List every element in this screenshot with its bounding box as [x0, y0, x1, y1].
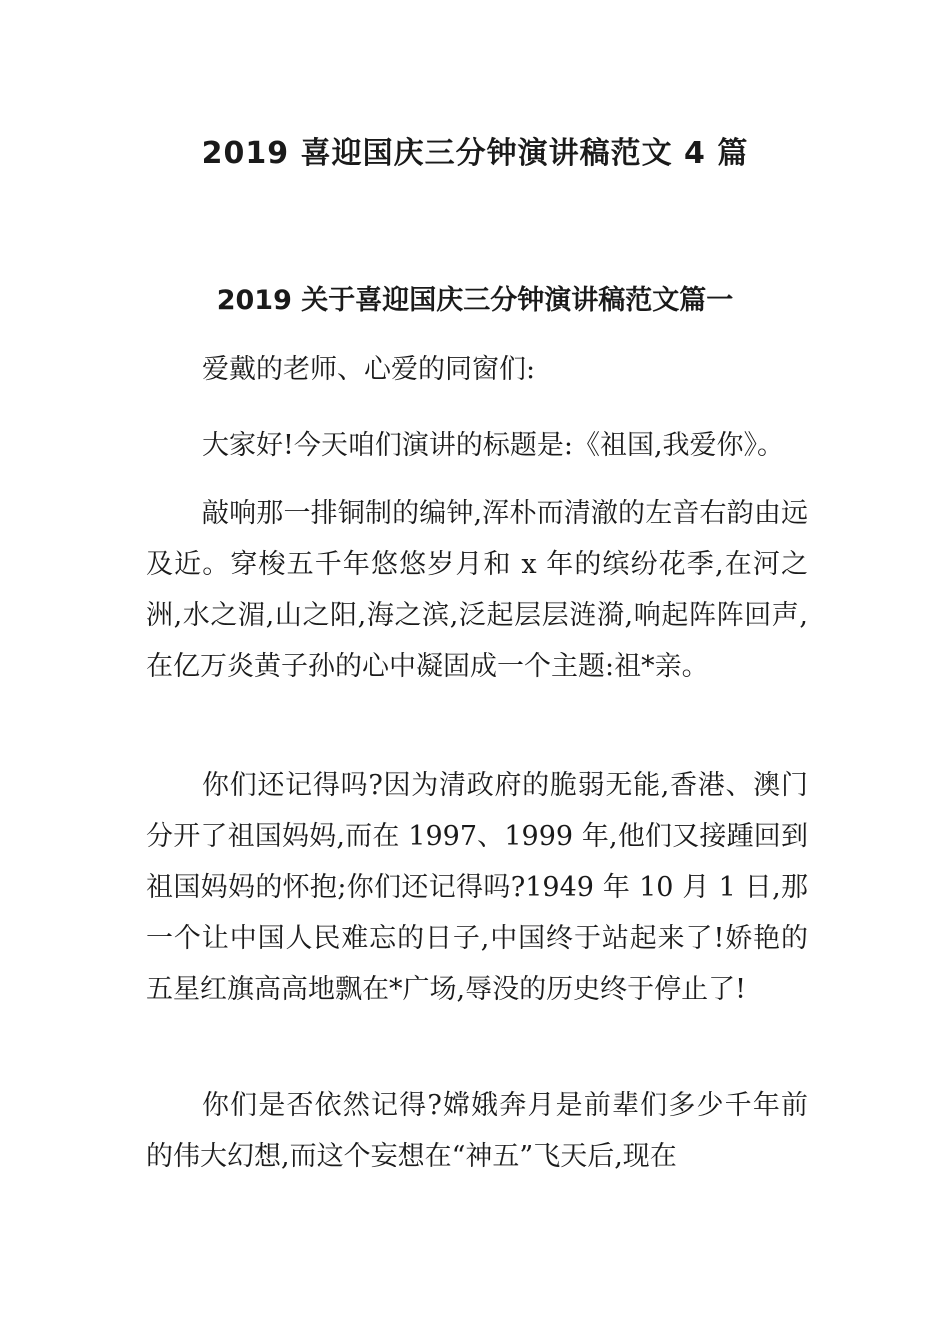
- document-title: 2019 喜迎国庆三分钟演讲稿范文 4 篇: [201, 136, 749, 171]
- body-paragraph-1: 敲响那一排铜制的编钟,浑朴而清澈的左音右韵由远及近。穿梭五千年悠悠岁月和 x 年的缤纷花季,在河之洲,水之湄,山之阳,海之滨,泛起层层涟漪,响起阵阵回声,在亿万炎黄子孙的心中凝固成一个主题:祖*亲。: [146, 498, 808, 682]
- greeting-paragraph: 爱戴的老师、心爱的同窗们:: [202, 354, 536, 385]
- body-paragraph-2: 你们还记得吗?因为清政府的脆弱无能,香港、澳门分开了祖国妈妈,而在 1997、1999 年,他们又接踵回到祖国妈妈的怀抱;你们还记得吗?1949 年 10 月 1 日,那一个让中国人民难忘的日子,中国终于站起来了!娇艳的五星红旗高高地飘在*广场,辱没的历史终于停止了!: [146, 770, 808, 1005]
- body-paragraph-3: 你们是否依然记得?嫦娥奔月是前辈们多少千年前的伟大幻想,而这个妄想在“神五”飞天后,现在: [146, 1090, 808, 1172]
- section-title: 2019 关于喜迎国庆三分钟演讲稿范文篇一: [216, 285, 734, 316]
- opening-paragraph: 大家好!今天咱们演讲的标题是:《祖国,我爱你》。: [202, 430, 785, 461]
